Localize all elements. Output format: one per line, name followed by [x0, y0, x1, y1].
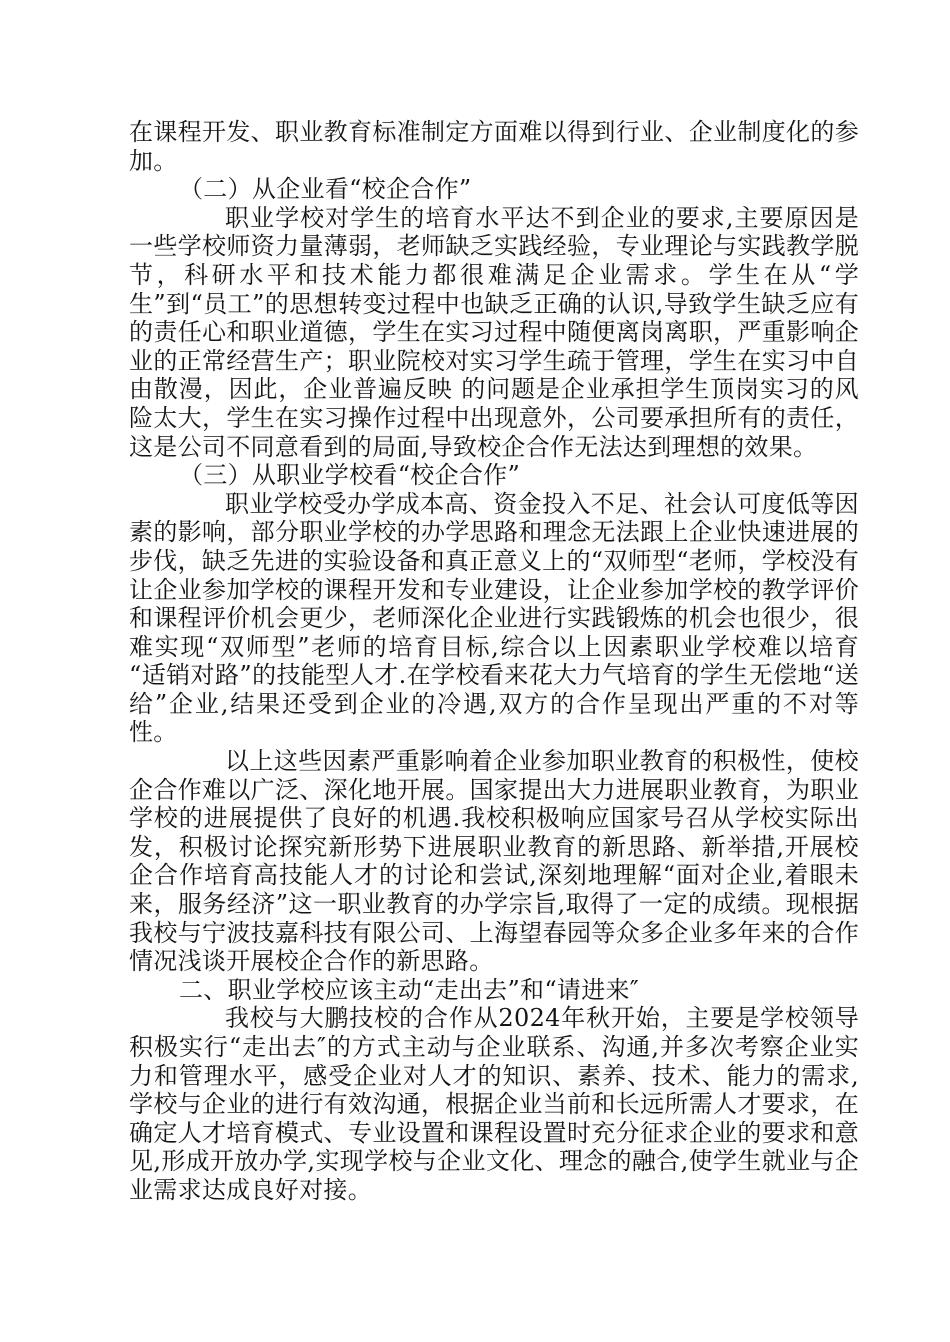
paragraph-cooperation: 我校与大鹏技校的合作从2024年秋开始，主要是学校领导积极实行“走出去″的方式主动与企业联系、沟通,并多次考察企业实力和管理水平，感受企业对人才的知识、素养、技术、能力的需求,学校与企业的进行有效沟通，根据企业当前和长远所需人才要求，在确定人才培育模式、专业设置和课程设置时充分征求企业的要求和意见,形成开放办学,实现学校与企业文化、理念的融合,使学生就业与企业需求达成良好对接。 — [129, 1004, 859, 1204]
paragraph-enterprise-view: 职业学校对学生的培育水平达不到企业的要求,主要原因是一些学校师资力量薄弱，老师缺乏实践经验，专业理论与实践教学脱节，科研水平和技术能力都很难满足企业需求。学生在从“学生”到“员工”的思想转变过程中也缺乏正确的认识,导致学生缺乏应有的责任心和职业道德，学生在实习过程中随便离岗离职，严重影响企业的正常经营生产；职业院校对实习学生疏于管理，学生在实习中自由散漫，因此，企业普遍反映 的问题是企业承担学生顶岗实习的风险太大，学生在实习操作过程中出现意外，公司要承担所有的责任，这是公司不同意看到的局面,导致校企合作无法达到理想的效果。 — [129, 203, 859, 461]
document-body — [129, 118, 859, 1205]
section-heading-school: （三）从职业学校看“校企合作” — [179, 461, 521, 490]
paragraph-school-view: 职业学校受办学成本高、资金投入不足、社会认可度低等因素的影响，部分职业学校的办学思路和理念无法跟上企业快速进展的步伐，缺乏先进的实验设备和真正意义上的“双师型“老师，学校没有让企业参加学校的课程开发和专业建设，让企业参加学校的教学评价和课程评价机会更少，老师深化企业进行实践锻炼的机会也很少，很难实现“双师型”老师的培育目标,综合以上因素职业学校难以培育 “适销对路”的技能型人才.在学校看来花大力气培育的学生无偿地“送给”企业,结果还受到企业的冷遇,双方的合作呈现出严重的不对等性。 — [129, 489, 859, 747]
section-heading-enterprise: （二）从企业看“校企合作” — [179, 175, 472, 204]
paragraph-summary: 以上这些因素严重影响着企业参加职业教育的积极性，使校企合作难以广泛、深化地开展。国家提出大力进展职业教育，为职业学校的进展提供了良好的机遇.我校积极响应国家号召从学校实际出发，积极讨论探究新形势下进展职业教育的新思路、新举措,开展校企合作培育高技能人才的讨论和尝试,深刻地理解“面对企业,着眼未来，服务经济”这一职业教育的办学宗旨,取得了一定的成绩。现根据我校与宁波技嘉科技有限公司、上海望春园等众多企业多年来的合作情况浅谈开展校企合作的新思路。 — [129, 747, 859, 976]
paragraph-continued: 在课程开发、职业教育标准制定方面难以得到行业、企业制度化的参加。 — [129, 118, 859, 175]
section-heading-go-out: 二、职业学校应该主动“走出去”和“请进来″ — [179, 975, 640, 1004]
